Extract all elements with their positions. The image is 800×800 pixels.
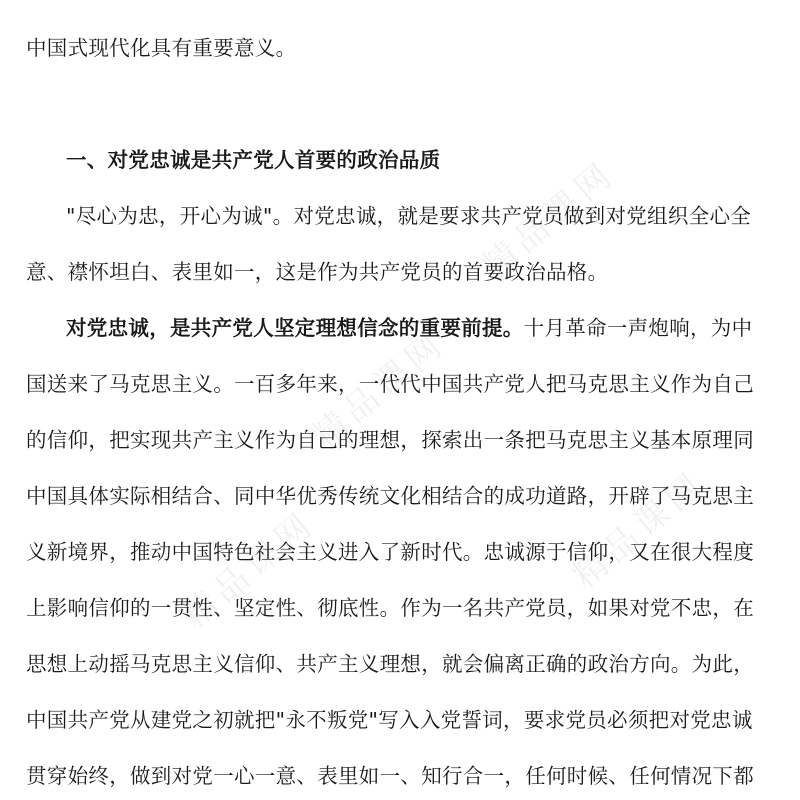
paragraph-line: 国送来了马克思主义。一百多年来，一代代中国共产党人把马克思主义作为自己 [26, 372, 754, 396]
paragraph-line: 上影响信仰的一贯性、坚定性、彻底性。作为一名共产党员，如果对党不忠，在 [26, 596, 754, 620]
paragraph-line: 思想上动摇马克思主义信仰、共产主义理想，就会偏离正确的政治方向。为此， [26, 652, 754, 676]
watermark: 精品课网 [475, 153, 624, 287]
paragraph-line: 中国共产党从建党之初就把"永不叛党"写入入党誓词，要求党员必须把对党忠诚 [26, 708, 753, 732]
watermark: 精品课网 [565, 463, 714, 597]
watermark: 精品课网 [305, 323, 454, 457]
section-heading: 一、对党忠诚是共产党人首要的政治品质 [66, 148, 441, 172]
paragraph-lead-bold: 对党忠诚，是共产党人坚定理想信念的重要前提。 [66, 316, 524, 340]
paragraph-line: 中国式现代化具有重要意义。 [26, 36, 297, 60]
paragraph-line [66, 314, 752, 342]
paragraph-line: 贯穿始终，做到对党一心一意、表里如一、知行合一，任何时候、任何情况下都 [26, 764, 754, 788]
paragraph-lead-rest: 十月革命一声炮响，为中 [523, 316, 753, 340]
paragraph-line: 中国具体实际相结合、同中华优秀传统文化相结合的成功道路，开辟了马克思主 [26, 484, 754, 508]
watermark: 精品课网 [175, 503, 324, 637]
paragraph-line: "尽心为忠，开心为诚"。对党忠诚，就是要求共产党员做到对党组织全心全 [66, 204, 752, 228]
paragraph-line: 的信仰，把实现共产主义作为自己的理想，探索出一条把马克思主义基本原理同 [26, 428, 754, 452]
paragraph-line: 意、襟怀坦白、表里如一，这是作为共产党员的首要政治品格。 [26, 260, 609, 284]
paragraph-line: 义新境界，推动中国特色社会主义进入了新时代。忠诚源于信仰，又在很大程度 [26, 540, 754, 564]
